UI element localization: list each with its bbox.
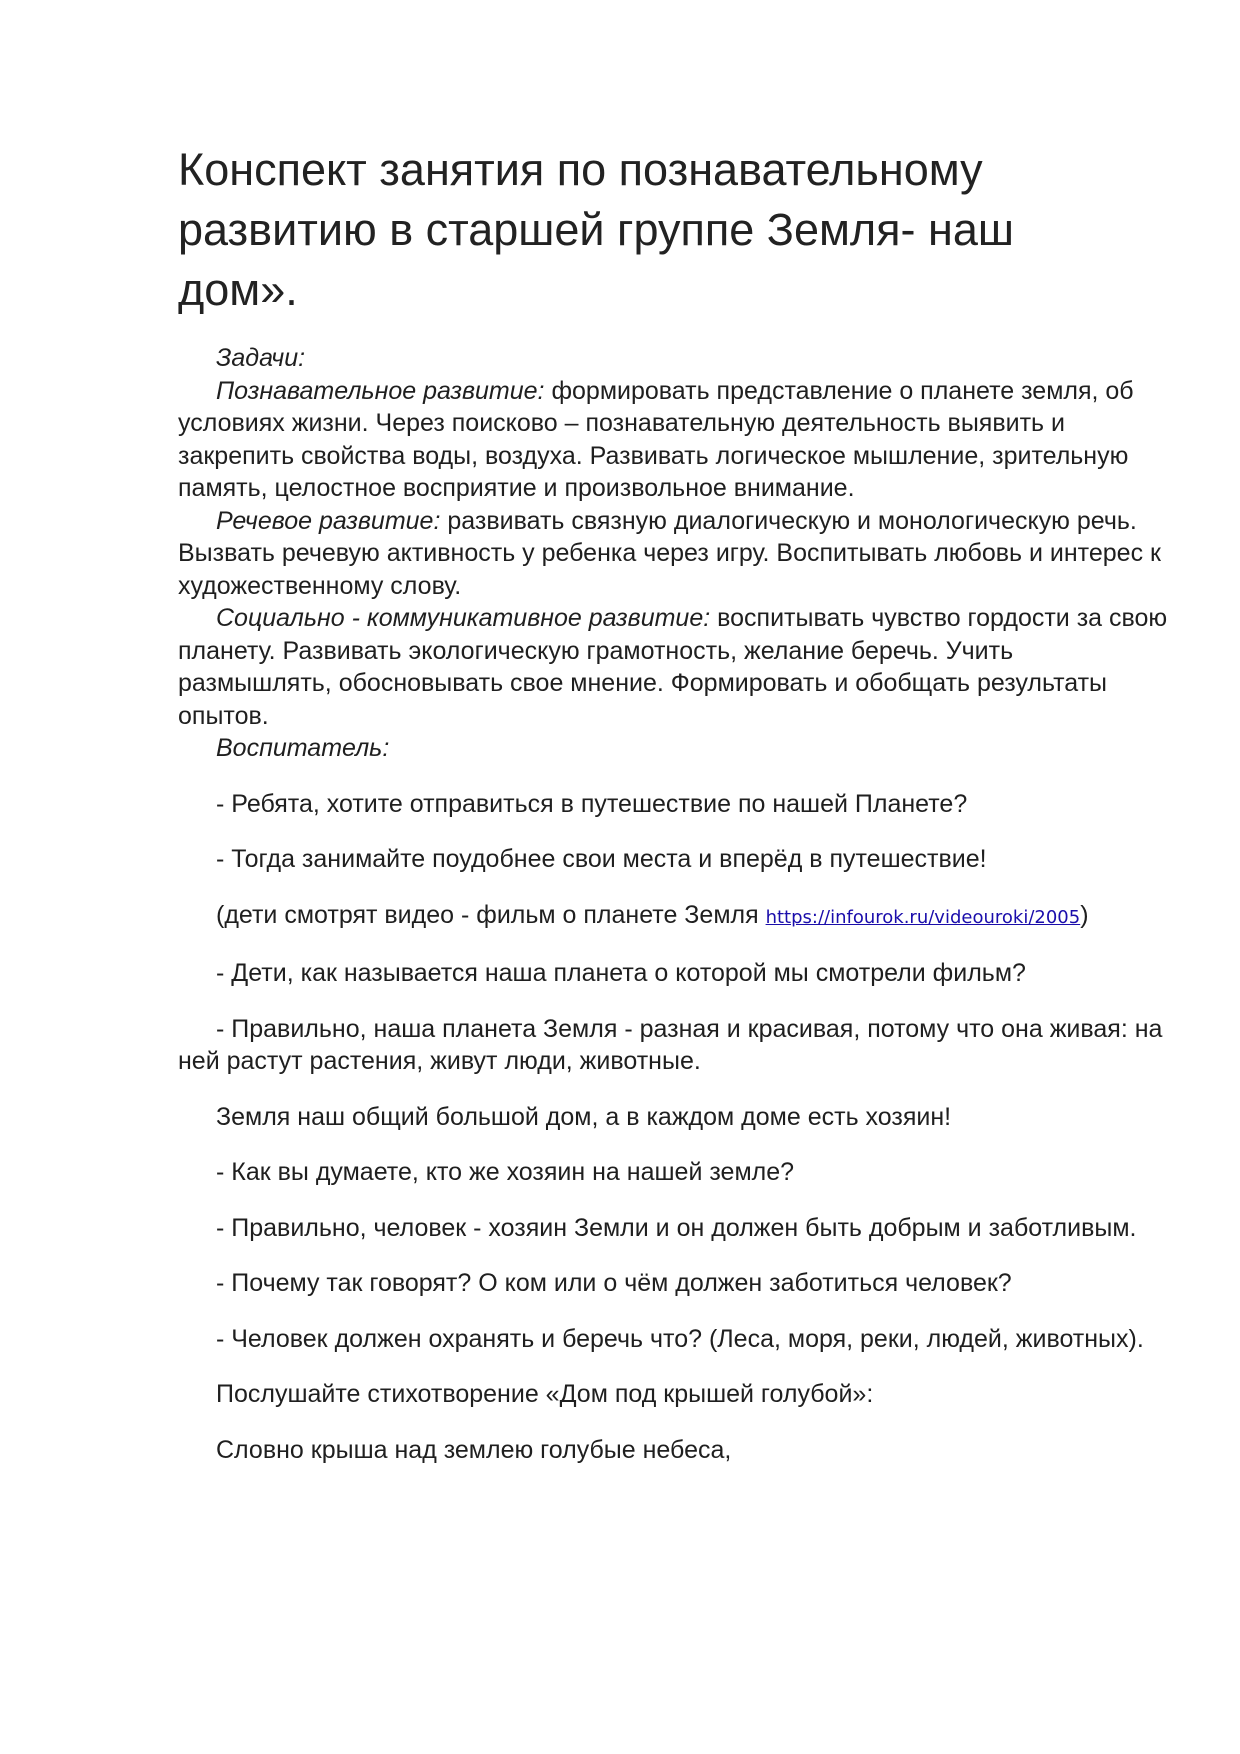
- social-text: воспитывать чувство гордости за свою планету. Развивать экологическую грамотность, желание беречь. Учить размышлять, обосновывать свое мнение. Формировать и обобщать результаты опытов.: [178, 604, 1168, 730]
- paragraph-line10: Послушайте стихотворение «Дом под крышей голубой»:: [216, 1380, 874, 1408]
- document-body: [178, 342, 1168, 1466]
- video-close: ): [1080, 900, 1089, 929]
- paragraph-line2: - Тогда занимайте поудобнее свои места и вперёд в путешествие!: [216, 845, 987, 873]
- video-text: (дети смотрят видео - фильм о планете Земля: [216, 900, 766, 929]
- social-task: [178, 602, 1168, 732]
- document-title: Конспект занятия по познавательному развитию в старшей группе Земля- наш дом».: [178, 144, 1014, 315]
- paragraph-line8: - Почему так говорят? О ком или о чём должен заботиться человек?: [216, 1269, 1012, 1297]
- video-paragraph: [178, 899, 1168, 935]
- paragraph-line5: Земля наш общий большой дом, а в каждом доме есть хозяин!: [216, 1102, 952, 1131]
- speech-label: Речевое развитие:: [216, 506, 441, 535]
- teacher-heading: [178, 732, 1168, 765]
- speech-text: развивать связную диалогическую и монологическую речь. Вызвать речевую активность у ребенка через игру. Воспитывать любовь и интерес к художественному слову.: [178, 506, 1161, 600]
- tasks-heading: [178, 342, 1168, 375]
- paragraph-line3: - Дети, как называется наша планета о которой мы смотрели фильм?: [216, 959, 1026, 987]
- paragraph-line1: - Ребята, хотите отправиться в путешествие по нашей Планете?: [216, 789, 968, 818]
- tasks-label: Задачи:: [216, 344, 306, 372]
- video-link[interactable]: https://infourok.ru/videouroki/2005: [765, 906, 1081, 928]
- paragraph-line9: - Человек должен охранять и беречь что? (Леса, моря, реки, людей, животных).: [216, 1324, 1144, 1353]
- cognitive-task: [178, 375, 1168, 505]
- paragraph-line6: - Как вы думаете, кто же хозяин на нашей земле?: [216, 1158, 795, 1186]
- paragraph-line7: - Правильно, человек - хозяин Земли и он должен быть добрым и заботливым.: [216, 1213, 1137, 1242]
- social-label: Социально - коммуникативное развитие:: [216, 604, 711, 632]
- cognitive-label: Познавательное развитие:: [216, 376, 545, 405]
- paragraph-line4: - Правильно, наша планета Земля - разная и красивая, потому что она живая: на ней растут растения, живут люди, животные.: [178, 1014, 1163, 1075]
- teacher-label: Воспитатель:: [216, 734, 390, 762]
- paragraph-line11: Словно крыша над землею голубые небеса,: [216, 1435, 732, 1464]
- speech-task: [178, 505, 1168, 603]
- cognitive-text: формировать представление о планете земля, об условиях жизни. Через поисково – познавательную деятельность выявить и закрепить свойства воды, воздуха. Развивать логическое мышление, зрительную память, целостное восприятие и произвольное внимание.: [178, 376, 1134, 502]
